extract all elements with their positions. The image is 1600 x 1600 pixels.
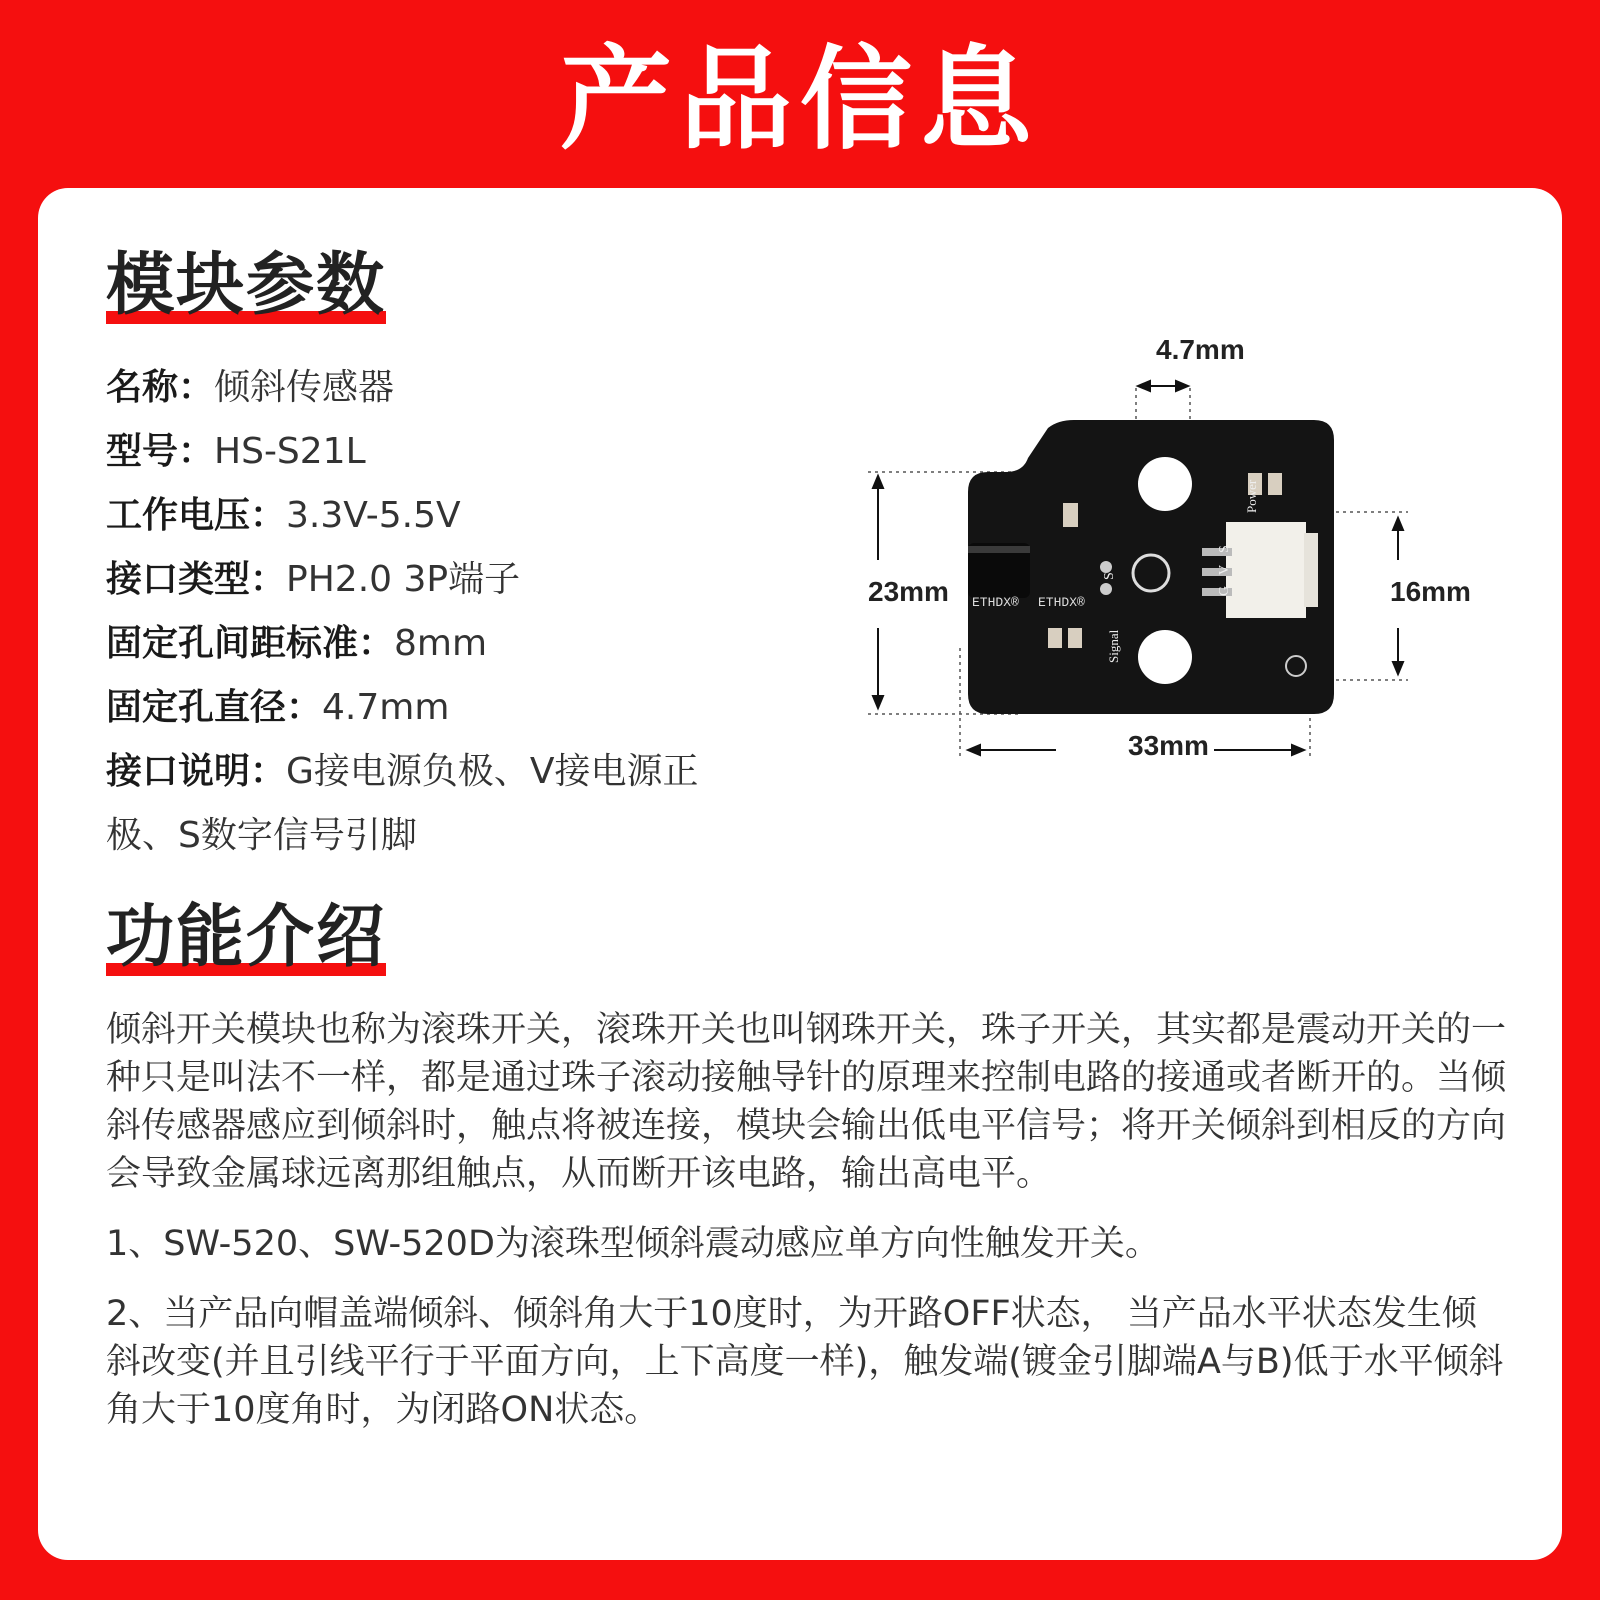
spec-value: 4.7mm: [322, 687, 450, 728]
spec-key: 名称：: [106, 367, 215, 408]
pcb-label-power: Power: [1244, 479, 1259, 513]
section-title-params: 模块参数: [106, 246, 387, 325]
pcb-pin-s: S: [1217, 545, 1232, 553]
spec-row: [106, 548, 766, 612]
dim-hole-diameter: 4.7mm: [1156, 334, 1245, 365]
pcb-label-signal: Signal: [1106, 629, 1121, 663]
spec-value: G接电源负极、V接电源正极、S数字信号引脚: [106, 751, 699, 856]
description-paragraph: 倾斜开关模块也称为滚珠开关，滚珠开关也叫钢珠开关，珠子开关，其实都是震动开关的一种只是叫法不一样，都是通过珠子滚动接触导针的原理来控制电路的接通或者断开的。当倾斜传感器感应到倾斜时，触点将被连接，模块会输出低电平信号；将开关倾斜到相反的方向会导致金属球远离那组触点，从而断开该电路，输出高电平。: [106, 1010, 1507, 1194]
spec-row: [106, 740, 766, 868]
spec-key: 接口说明：: [106, 751, 287, 792]
spec-value: 8mm: [394, 623, 488, 664]
info-card: [38, 188, 1562, 1560]
spec-key: 接口类型：: [106, 559, 287, 600]
spec-list: [106, 356, 766, 868]
spec-key: 工作电压：: [106, 495, 287, 536]
spec-row: [106, 484, 766, 548]
description-item: 1、SW-520、SW-520D为滚珠型倾斜震动感应单方向性触发开关。: [106, 1224, 1160, 1264]
spec-value: 倾斜传感器: [214, 367, 395, 408]
spec-key: 固定孔间距标准：: [106, 623, 395, 664]
pcb-pin-g: G: [1217, 585, 1232, 596]
section-title-function: 功能介绍: [106, 898, 387, 977]
dim-hole-spacing: 16mm: [1390, 576, 1471, 607]
dim-height: 23mm: [868, 576, 949, 607]
ph2-connector: [1226, 522, 1306, 618]
spec-row: [106, 420, 766, 484]
description-item: 2、当产品向帽盖端倾斜、倾斜角大于10度时，为开路OFF状态， 当产品水平状态发生倾斜改变(并且引线平行于平面方向，上下高度一样)，触发端(镀金引脚端A与B)低于水平倾斜角大于10度角时，为闭路ON状态。: [106, 1294, 1504, 1430]
page-title: 产品信息: [560, 35, 1040, 165]
pcb-label-brand: ETHDX®: [1038, 595, 1085, 610]
module-drawing: [868, 328, 1488, 798]
dim-width: 33mm: [1128, 730, 1209, 761]
spec-row: [106, 356, 766, 420]
spec-key: 固定孔直径：: [106, 687, 323, 728]
spec-row: [106, 676, 766, 740]
spec-value: PH2.0 3P端子: [286, 559, 521, 600]
function-description: [106, 1006, 1506, 1456]
mounting-hole: [1138, 630, 1192, 684]
pcb-label-pins-s: S: [1102, 572, 1117, 580]
pcb-label-brand: ETHDX®: [972, 595, 1019, 610]
spec-key: 型号：: [106, 431, 215, 472]
module-dimension-diagram: [868, 328, 1488, 798]
pcb-pin-v: V: [1217, 564, 1232, 575]
spec-value: 3.3V-5.5V: [286, 495, 461, 536]
mounting-hole: [1138, 457, 1192, 511]
spec-value: HS-S21L: [214, 431, 366, 472]
spec-row: [106, 612, 766, 676]
